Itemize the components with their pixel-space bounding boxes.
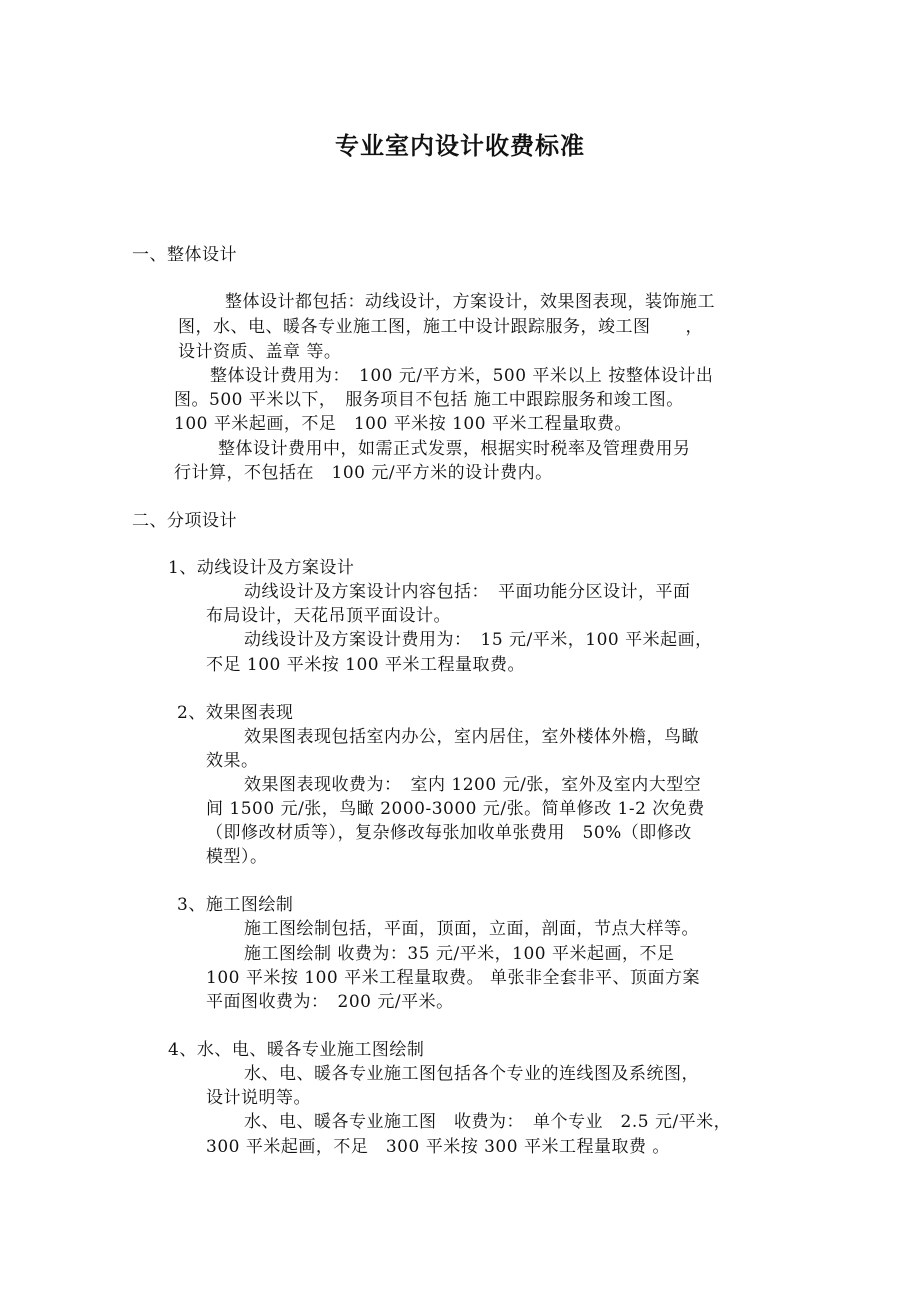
text-line: 模型）。 [206, 847, 268, 867]
text-line: 不足 100 平米按 100 平米工程量取费。 [206, 655, 526, 675]
text-line: 效果图表现包括室内办公，室内居住，室外楼体外檐，鸟瞰 [244, 727, 699, 747]
text-line: 平面图收费为： 200 元/平米。 [206, 992, 454, 1012]
text-line: 设计说明等。 [206, 1088, 311, 1108]
text-line: 图。500 平米以下， 服务项目不包括 施工中跟踪服务和竣工图。 [174, 390, 684, 410]
text-line: 水、电、暖各专业施工图 收费为： 单个专业 2.5 元/平米， [244, 1112, 732, 1132]
text-line: 整体设计费用中，如需正式发票，根据实时税率及管理费用另 [218, 439, 691, 459]
text-line: 1、动线设计及方案设计 [168, 558, 355, 578]
text-line: 100 平米起画，不足 100 平米按 100 平米工程量取费。 [174, 414, 632, 434]
text-line: 间 1500 元/张，鸟瞰 2000-3000 元/张。简单修改 1-2 次免费 [206, 799, 705, 819]
text-line: 4、水、电、暖各专业施工图绘制 [168, 1040, 425, 1060]
text-line: 二、分项设计 [132, 511, 237, 531]
text-line: 效果。 [206, 751, 259, 771]
document-title: 专业室内设计收费标准 [335, 132, 585, 160]
text-line: 图，水、电、暖各专业施工图，施工中设计跟踪服务，竣工图 ， [178, 317, 703, 337]
text-line: 2、效果图表现 [177, 703, 294, 723]
text-line: 一、整体设计 [132, 245, 237, 265]
text-line: 3、施工图绘制 [177, 895, 294, 915]
text-line: 300 平米起画，不足 300 平米按 300 平米工程量取费 。 [206, 1137, 670, 1157]
text-line: 动线设计及方案设计费用为： 15 元/平米，100 平米起画， [244, 630, 713, 650]
text-line: 整体设计都包括：动线设计，方案设计，效果图表现，装饰施工 [225, 292, 715, 312]
text-line: 设计资质、盖章 等。 [178, 342, 342, 362]
text-line: （即修改材质等），复杂修改每张加收单张费用 50%（即修改 [206, 823, 692, 843]
text-line: 施工图绘制包括，平面，顶面，立面，剖面，节点大样等。 [244, 919, 699, 939]
text-line: 布局设计，天花吊顶平面设计。 [206, 606, 451, 626]
text-line: 水、电、暖各专业施工图包括各个专业的连线图及系统图， [244, 1064, 699, 1084]
text-line: 整体设计费用为： 100 元/平方米，500 平米以上 按整体设计出 [210, 366, 714, 386]
text-line: 动线设计及方案设计内容包括： 平面功能分区设计，平面 [244, 582, 691, 602]
text-line: 行计算，不包括在 100 元/平方米的设计费内。 [174, 463, 553, 483]
text-line: 效果图表现收费为： 室内 1200 元/张，室外及室内大型空 [244, 775, 702, 795]
text-line: 100 平米按 100 平米工程量取费。 单张非全套非平、顶面方案 [206, 968, 701, 988]
text-line: 施工图绘制 收费为：35 元/平米，100 平米起画，不足 [244, 944, 675, 964]
